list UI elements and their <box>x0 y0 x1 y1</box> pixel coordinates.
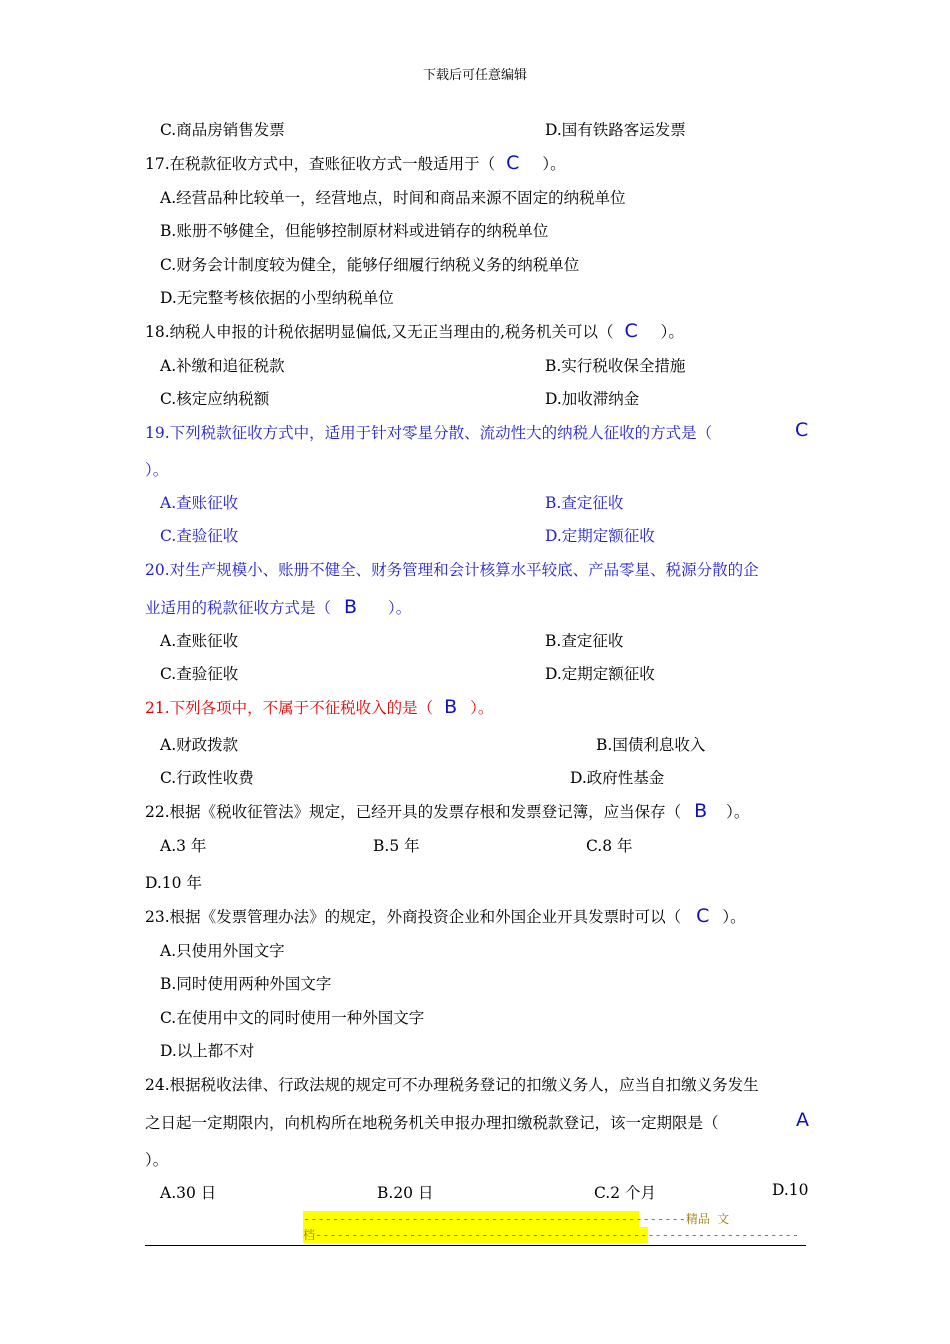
q17-option-a: A.经营品种比较单一，经营地点，时间和商品来源不固定的纳税单位 <box>160 189 626 207</box>
q21-stem-text: 21.下列各项中，不属于不征税收入的是（ <box>145 699 434 717</box>
q24-answer: A <box>796 1109 809 1131</box>
q20-stem-text: 业适用的税款征收方式是（ <box>145 599 332 617</box>
q21-stem-end: ）。 <box>470 699 494 717</box>
q20-stem-line1: 20.对生产规模小、账册不健全、财务管理和会计核算水平较底、产品零星、税源分散的企 <box>145 561 759 579</box>
q17-answer: C <box>506 152 520 174</box>
q19-stem <box>145 421 712 443</box>
q18-stem <box>145 320 684 342</box>
q18-option-d: D.加收滞纳金 <box>545 390 640 408</box>
q23-option-a: A.只使用外国文字 <box>160 942 285 960</box>
footer-watermark-line2: 档------------------------------------------------------------------- <box>303 1228 800 1242</box>
q22-option-b: B.5 年 <box>373 837 420 855</box>
q18-option-a: A.补缴和追征税款 <box>160 357 285 375</box>
q20-option-c: C.查验征收 <box>160 665 239 683</box>
footer-watermark-line1: -----------------------------------------------------精品 文 <box>303 1212 730 1226</box>
q19-answer: C <box>795 419 809 441</box>
q22-stem-end: ）。 <box>726 803 750 821</box>
q18-option-c: C.核定应纳税额 <box>160 390 270 408</box>
q24-stem-line1: 24.根据税收法律、行政法规的规定可不办理税务登记的扣缴义务人，应当自扣缴义务发生 <box>145 1076 759 1094</box>
q19-option-b: B.查定征收 <box>545 494 624 512</box>
q24-stem-line2: 之日起一定期限内，向机构所在地税务机关申报办理扣缴税款登记，该一定期限是（ <box>145 1114 719 1132</box>
q23-stem-text: 23.根据《发票管理办法》的规定，外商投资企业和外国企业开具发票时可以（ <box>145 908 682 926</box>
q20-option-a: A.查账征收 <box>160 632 239 650</box>
q20-option-d: D.定期定额征收 <box>545 665 655 683</box>
q20-stem-line2 <box>145 596 411 618</box>
q21-stem <box>145 696 493 718</box>
q19-stem-end: ）。 <box>145 461 169 479</box>
q19-stem-text: 19.下列税款征收方式中，适用于针对零星分散、流动性大的纳税人征收的方式是（ <box>145 424 713 442</box>
q23-option-c: C.在使用中文的同时使用一种外国文字 <box>160 1009 425 1027</box>
q21-option-d: D.政府性基金 <box>570 769 665 787</box>
q20-answer: B <box>343 596 357 618</box>
q22-option-a: A.3 年 <box>160 837 207 855</box>
q21-answer: B <box>444 696 458 718</box>
page-header: 下载后可任意编辑 <box>422 68 527 83</box>
q23-stem-end: ）。 <box>722 908 746 926</box>
q17-option-b: B.账册不够健全，但能够控制原材料或进销存的纳税单位 <box>160 222 549 240</box>
q18-stem-text: 18.纳税人申报的计税依据明显偏低,又无正当理由的,税务机关可以（ <box>145 323 614 341</box>
q24-option-d: D.10 <box>772 1181 809 1199</box>
q23-stem <box>145 905 746 927</box>
q16-option-d: D.国有铁路客运发票 <box>545 121 686 139</box>
footer-divider <box>145 1245 806 1246</box>
q24-option-b: B.20 日 <box>377 1184 434 1202</box>
q22-stem <box>145 800 749 822</box>
q17-stem-text: 17.在税款征收方式中，查账征收方式一般适用于（ <box>145 155 496 173</box>
q21-option-c: C.行政性收费 <box>160 769 254 787</box>
q24-option-c: C.2 个月 <box>594 1184 657 1202</box>
q22-option-d: D.10 年 <box>145 874 202 892</box>
q19-option-a: A.查账征收 <box>160 494 239 512</box>
q22-answer: B <box>694 800 708 822</box>
q24-stem-end: ）。 <box>145 1151 169 1169</box>
q17-option-d: D.无完整考核依据的小型纳税单位 <box>160 289 394 307</box>
q19-option-c: C.查验征收 <box>160 527 239 545</box>
q17-stem <box>145 152 566 174</box>
q22-option-c: C.8 年 <box>586 837 633 855</box>
q23-option-b: B.同时使用两种外国文字 <box>160 975 332 993</box>
q17-stem-end: ）。 <box>542 155 566 173</box>
q19-option-d: D.定期定额征收 <box>545 527 655 545</box>
q18-answer: C <box>624 320 638 342</box>
q17-option-c: C.财务会计制度较为健全，能够仔细履行纳税义务的纳税单位 <box>160 256 580 274</box>
q24-option-a: A.30 日 <box>160 1184 217 1202</box>
q23-answer: C <box>696 905 710 927</box>
q21-option-a: A.财政拨款 <box>160 736 239 754</box>
q22-stem-text: 22.根据《税收征管法》规定，已经开具的发票存根和发票登记簿，应当保存（ <box>145 803 682 821</box>
q18-stem-end: ）。 <box>660 323 684 341</box>
q23-option-d: D.以上都不对 <box>160 1042 255 1060</box>
q16-option-c: C.商品房销售发票 <box>160 121 285 139</box>
q21-option-b: B.国债利息收入 <box>596 736 706 754</box>
q20-option-b: B.查定征收 <box>545 632 624 650</box>
q18-option-b: B.实行税收保全措施 <box>545 357 686 375</box>
q20-stem-end: ）。 <box>387 599 412 617</box>
